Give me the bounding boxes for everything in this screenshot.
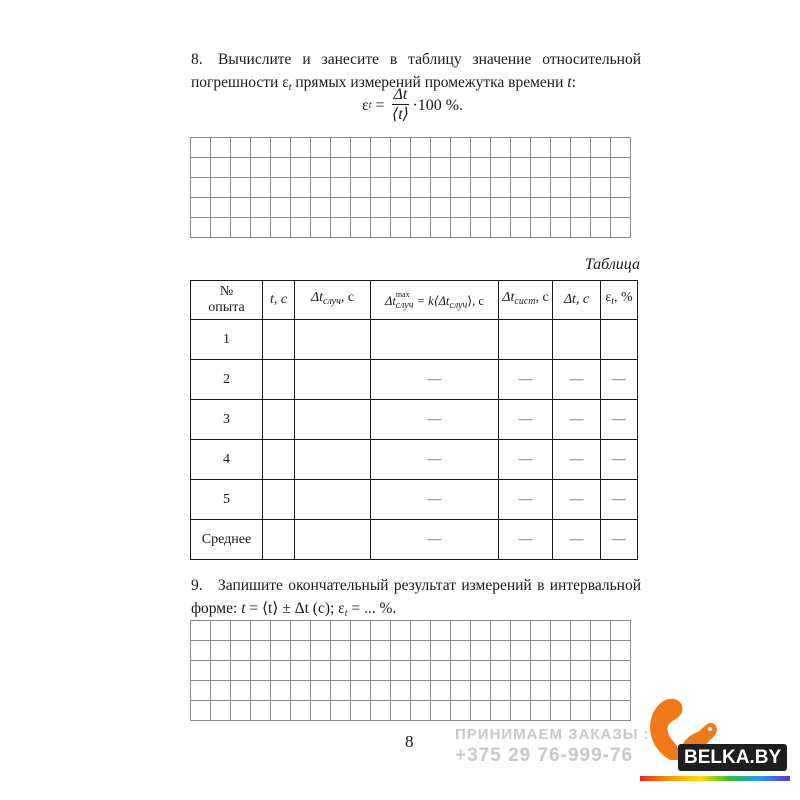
cell-eps: — xyxy=(601,520,638,560)
cell-dt-max[interactable] xyxy=(371,320,499,360)
cell-dt-random[interactable] xyxy=(295,480,371,520)
header-experiment-number: № опыта xyxy=(191,281,263,320)
subscript: t xyxy=(288,82,292,93)
cell-dt-max: — xyxy=(371,400,499,440)
header-dt-max: $\Delta t^{max}_{случ}$ = $k⟨\Delta t_{случ}⟩$, с xyxy=(371,281,499,320)
result-formula-t: t xyxy=(241,600,246,617)
task-number: 9. xyxy=(191,577,203,594)
cell-t[interactable] xyxy=(263,480,295,520)
cell-dt-sys[interactable] xyxy=(499,320,553,360)
task-text: Вычислите и занесите в таблицу значение относительной погрешности ε xyxy=(191,51,641,91)
header-dt-systematic: $\Delta t_{сист}$, с xyxy=(499,281,553,320)
cell-eps: — xyxy=(601,360,638,400)
formula-rhs: ·100 %. xyxy=(412,96,464,114)
variable-t: t xyxy=(567,74,572,91)
header-t: t, с xyxy=(263,281,295,320)
cell-t[interactable] xyxy=(263,520,295,560)
answer-grid-task-8[interactable] xyxy=(190,137,631,238)
header-dt: Δt, с xyxy=(553,281,601,320)
cell-t[interactable] xyxy=(263,360,295,400)
table-header-row xyxy=(191,281,638,320)
cell-dt[interactable] xyxy=(553,320,601,360)
cell-dt-random[interactable] xyxy=(295,440,371,480)
cell-t[interactable] xyxy=(263,320,295,360)
row-label: 2 xyxy=(191,360,263,400)
task-text-cont: прямых измерений промежутка времени xyxy=(291,74,568,91)
cell-eps: — xyxy=(601,480,638,520)
logo-text[interactable]: BELKA.BY xyxy=(678,744,787,771)
cell-dt-random[interactable] xyxy=(295,520,371,560)
cell-t[interactable] xyxy=(263,440,295,480)
page-number: 8 xyxy=(405,732,414,751)
watermark-line-1: ПРИНИМАЕМ ЗАКАЗЫ : xyxy=(455,726,650,743)
result-formula-sub: t xyxy=(344,608,348,619)
cell-dt-sys: — xyxy=(499,400,553,440)
relative-error-formula xyxy=(362,86,463,125)
row-label: 4 xyxy=(191,440,263,480)
cell-t[interactable] xyxy=(263,400,295,440)
table-row xyxy=(191,480,638,520)
formula-equals: = xyxy=(375,96,385,114)
formula-denominator: ⟨t⟩ xyxy=(391,106,409,123)
table-caption: Таблица xyxy=(584,256,640,273)
result-formula: = ⟨t⟩ ± Δt (с); ε xyxy=(245,600,345,617)
cell-dt-max: — xyxy=(371,480,499,520)
cell-dt-random[interactable] xyxy=(295,360,371,400)
row-label: Среднее xyxy=(191,520,263,560)
cell-dt-sys: — xyxy=(499,360,553,400)
table-row xyxy=(191,440,638,480)
formula-lhs: ε xyxy=(362,96,369,114)
answer-grid-task-9[interactable] xyxy=(190,620,631,721)
cell-dt-max: — xyxy=(371,360,499,400)
colon: : xyxy=(571,74,576,91)
header-dt-random: $\Delta t_{случ}$, с xyxy=(295,281,371,320)
task-text: Запишите окончательный результат измерений в интервальной форме: xyxy=(191,577,641,617)
cell-eps[interactable] xyxy=(601,320,638,360)
order-watermark xyxy=(455,726,650,767)
table-row xyxy=(191,400,638,440)
row-label: 1 xyxy=(191,320,263,360)
table-row xyxy=(191,360,638,400)
cell-dt-sys: — xyxy=(499,480,553,520)
table-row xyxy=(191,320,638,360)
formula-fraction xyxy=(392,86,410,125)
result-formula-end: = ... %. xyxy=(347,600,397,617)
cell-dt-sys: — xyxy=(499,440,553,480)
cell-dt: — xyxy=(553,400,601,440)
row-label: 5 xyxy=(191,480,263,520)
logo-rainbow-stripe xyxy=(640,776,790,781)
task-number: 8. xyxy=(191,51,203,68)
cell-eps: — xyxy=(601,440,638,480)
watermark-phone: +375 29 76-999-76 xyxy=(455,745,634,766)
row-label: 3 xyxy=(191,400,263,440)
task-9 xyxy=(191,574,641,625)
cell-dt: — xyxy=(553,440,601,480)
cell-dt-random[interactable] xyxy=(295,320,371,360)
measurement-table xyxy=(190,280,638,560)
cell-dt: — xyxy=(553,520,601,560)
cell-dt-max: — xyxy=(371,440,499,480)
formula-lhs-sub: t xyxy=(368,100,372,111)
cell-dt-max: — xyxy=(371,520,499,560)
cell-dt: — xyxy=(553,360,601,400)
header-eps: $\varepsilon_t$, % xyxy=(601,281,638,320)
cell-eps: — xyxy=(601,400,638,440)
cell-dt-sys: — xyxy=(499,520,553,560)
formula-numerator: Δt xyxy=(393,86,408,103)
table-row xyxy=(191,520,638,560)
cell-dt-random[interactable] xyxy=(295,400,371,440)
cell-dt: — xyxy=(553,480,601,520)
